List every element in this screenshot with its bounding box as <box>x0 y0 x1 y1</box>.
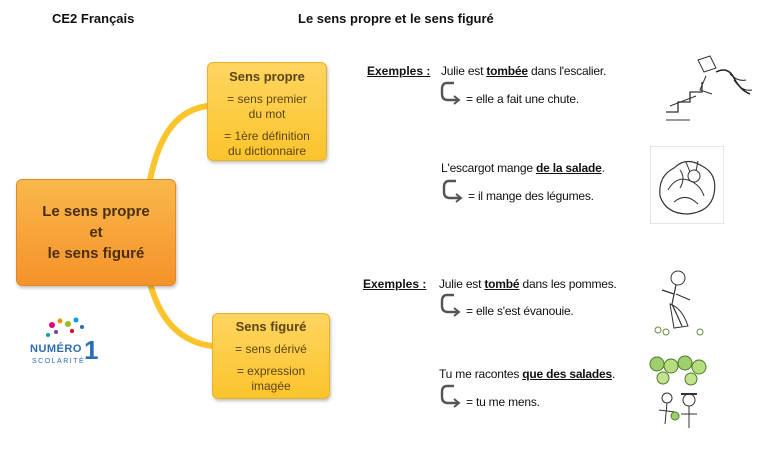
propre-example-1-meaning: = elle a fait une chute. <box>466 92 579 106</box>
propre-examples-label: Exemples : <box>367 64 431 78</box>
propre-example-1 <box>441 64 606 78</box>
sens-propre-title: Sens propre <box>229 69 305 84</box>
page-title: Le sens propre et le sens figuré <box>298 11 494 26</box>
figure-example-2-before: Tu me racontes <box>439 367 523 381</box>
central-topic <box>16 179 176 286</box>
central-line-1: Le sens propre <box>42 203 150 220</box>
return-arrow-icon <box>440 80 462 106</box>
illustration-snail-salad <box>650 146 724 224</box>
logo-sub: SCOLARITÉ <box>32 358 86 365</box>
central-line-3: le sens figuré <box>47 245 145 262</box>
central-line-2: et <box>89 224 103 241</box>
sens-propre-def-1 <box>208 92 326 122</box>
figure-example-1 <box>439 277 617 291</box>
figure-example-2-key: que des salades <box>522 367 612 381</box>
logo-brand: NUMÉRO <box>30 343 82 355</box>
illustration-fainting-girl <box>648 264 718 340</box>
figure-example-1-before: Julie est <box>439 277 485 291</box>
sens-figure-box <box>212 313 330 399</box>
sens-propre-box <box>207 62 327 161</box>
connector-to-sens-propre <box>150 106 207 180</box>
connector-to-sens-figure <box>150 283 212 346</box>
propre-example-1-before: Julie est <box>441 64 487 78</box>
sens-propre-def-2b: du dictionnaire <box>227 144 307 158</box>
sens-propre-def-1a: = sens premier <box>227 92 307 106</box>
illustration-stairs-fall <box>660 50 756 126</box>
figure-examples-label: Exemples : <box>363 277 427 291</box>
figure-example-2-meaning: = tu me mens. <box>466 395 540 409</box>
sens-figure-title: Sens figuré <box>235 319 307 334</box>
figure-example-1-after: dans les pommes. <box>519 277 617 291</box>
sens-propre-def-2a: = 1ère définition <box>224 129 310 143</box>
figure-example-1-meaning: = elle s'est évanouie. <box>466 304 574 318</box>
propre-example-2-key: de la salade <box>535 161 602 175</box>
sens-figure-def-2a: = expression <box>236 364 306 378</box>
propre-example-1-after: dans l'escalier. <box>527 64 607 78</box>
propre-example-1-key: tombée <box>486 64 528 78</box>
sens-figure-def-1: = sens dérivé <box>235 342 307 356</box>
header-left: CE2 Français <box>52 11 135 26</box>
sens-propre-def-2 <box>208 129 326 159</box>
logo-digit: 1 <box>84 335 99 365</box>
illustration-salad-seller <box>645 354 711 440</box>
propre-example-2-meaning: = il mange des légumes. <box>468 189 594 203</box>
return-arrow-icon <box>440 383 462 409</box>
propre-example-2 <box>441 161 605 175</box>
propre-example-2-before: L'escargot mange <box>441 161 536 175</box>
figure-example-2 <box>439 367 615 381</box>
figure-example-2-after: . <box>611 367 616 381</box>
sens-figure-def-2b: imagée <box>251 379 291 393</box>
logo <box>30 315 100 377</box>
propre-example-2-after: . <box>601 161 605 175</box>
return-arrow-icon <box>440 292 462 318</box>
figure-example-1-key: tombé <box>484 277 520 291</box>
sens-propre-def-1b: du mot <box>248 107 286 121</box>
sens-figure-def-2 <box>213 364 329 394</box>
return-arrow-icon <box>442 178 464 204</box>
